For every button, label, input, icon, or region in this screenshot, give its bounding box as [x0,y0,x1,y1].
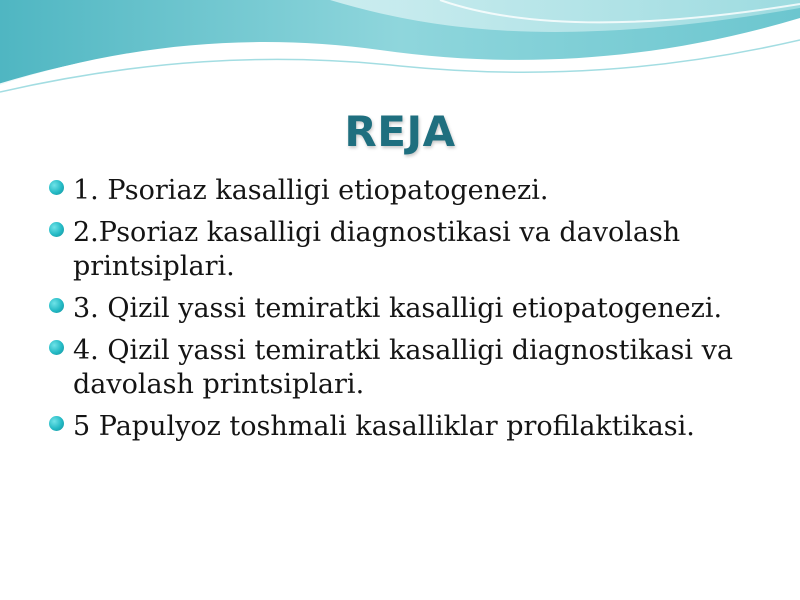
list-item-text: 3. Qizil yassi temiratki kasalligi etiopatogenezi. [73,293,723,324]
bullet-icon [49,298,64,313]
list-item [48,334,768,402]
list-item [48,410,768,444]
list-item-text: 5 Papulyoz toshmali kasalliklar profilaktikasi. [73,411,695,442]
agenda-list [48,174,768,452]
list-item-text: 4. Qizil yassi temiratki kasalligi diagnostikasi va davolash printsiplari. [73,335,733,400]
header-wave-decoration [0,0,800,110]
slide-title: REJA [344,107,456,156]
bullet-icon [49,222,64,237]
bullet-icon [49,340,64,355]
list-item [48,292,768,326]
bullet-icon [49,180,64,195]
list-item-text: 2.Psoriaz kasalligi diagnostikasi va davolash printsiplari. [73,217,681,282]
list-item-text: 1. Psoriaz kasalligi etiopatogenezi. [73,175,549,206]
list-item [48,174,768,208]
bullet-icon [49,416,64,431]
list-item [48,216,768,284]
